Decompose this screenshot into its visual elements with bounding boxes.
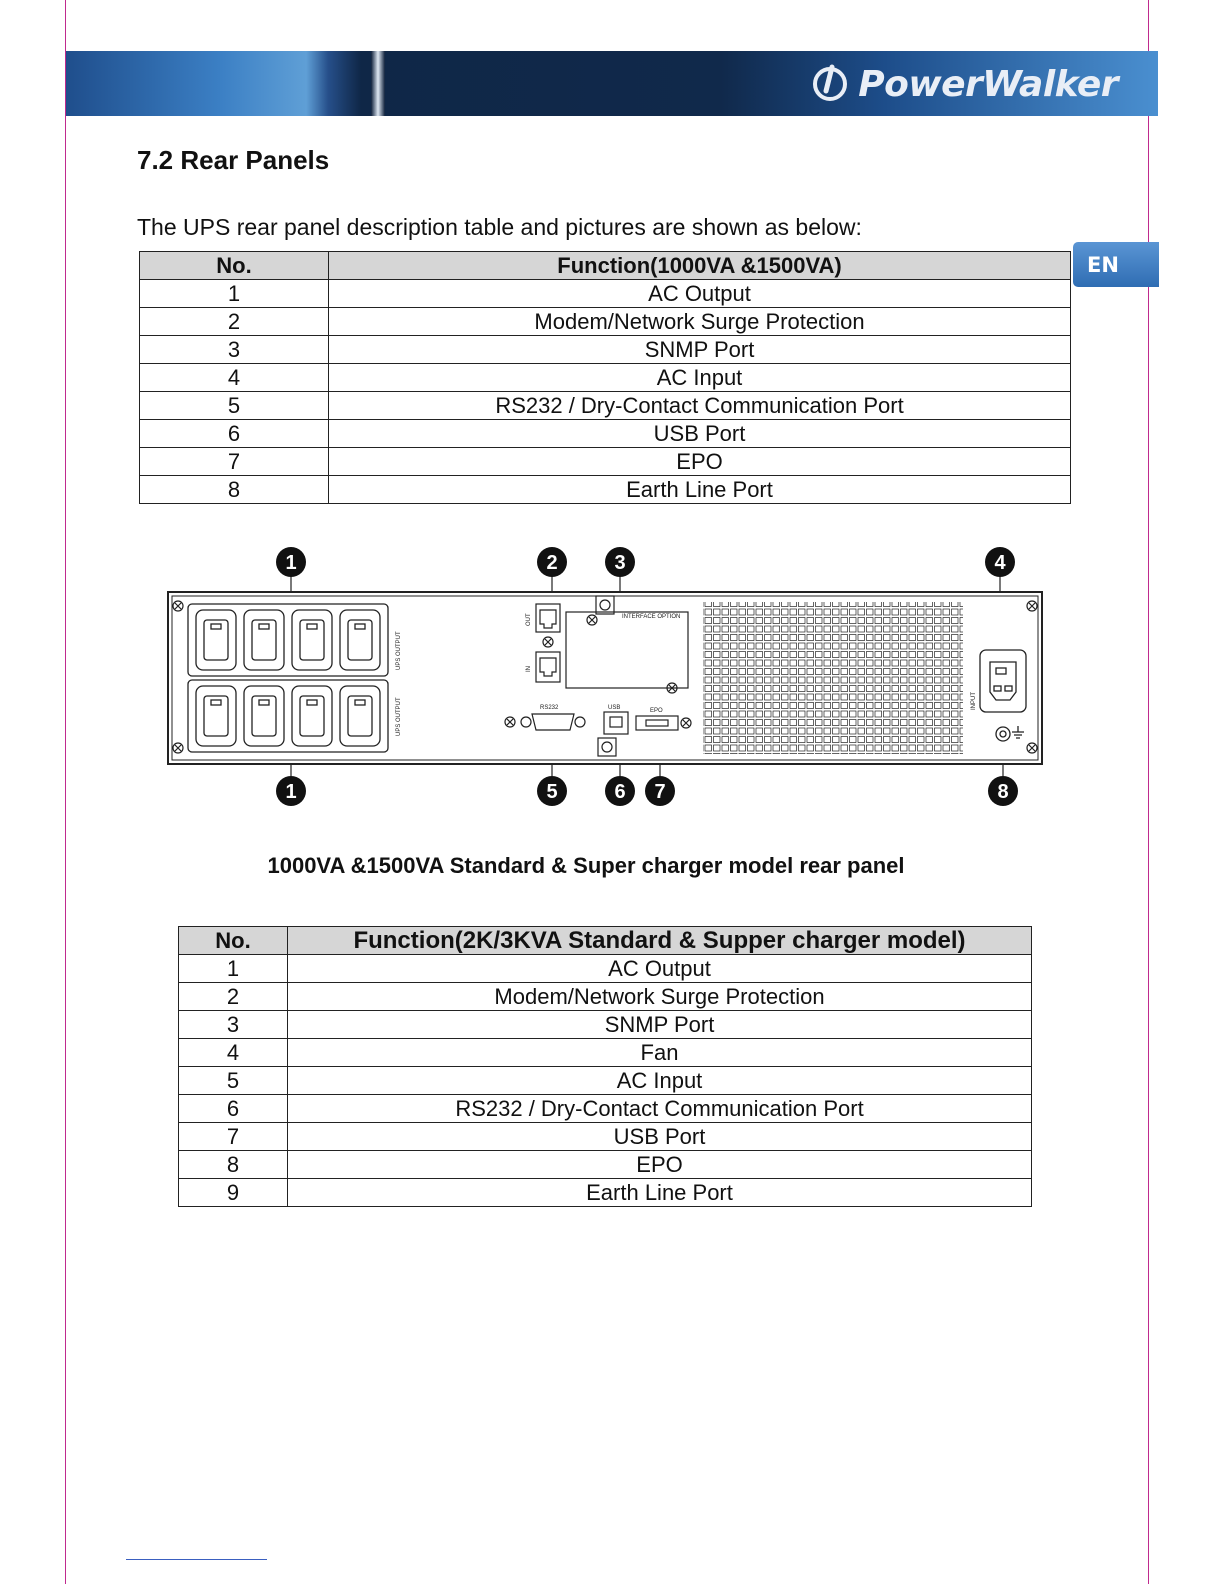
ups-output-label-bottom: UPS OUTPUT — [396, 697, 402, 736]
ac-input-label: INPUT — [971, 692, 977, 710]
rear-panel-table-2k-3kva — [178, 926, 1032, 1207]
network-out-label: OUT — [526, 613, 532, 626]
section-title: 7.2 Rear Panels — [137, 145, 330, 175]
power-logo-icon — [810, 64, 850, 104]
row-function: SNMP Port — [288, 1011, 1032, 1039]
usb-label: USB — [608, 705, 621, 711]
row-number: 1 — [179, 955, 288, 983]
row-number: 5 — [140, 392, 329, 420]
svg-text:8: 8 — [997, 781, 1009, 803]
svg-text:5: 5 — [546, 781, 558, 803]
svg-text:1: 1 — [285, 552, 297, 574]
table-row — [140, 280, 1071, 308]
table-row — [140, 448, 1071, 476]
table-header-row — [179, 927, 1032, 955]
callout-7 — [645, 776, 675, 806]
footer-rule — [126, 1559, 267, 1560]
row-function: Modem/Network Surge Protection — [288, 983, 1032, 1011]
brand-logo — [810, 61, 1118, 107]
row-number: 7 — [140, 448, 329, 476]
callout-1-bottom — [276, 776, 306, 806]
table-row — [179, 1067, 1032, 1095]
row-number: 6 — [179, 1095, 288, 1123]
column-header-function: Function(2K/3KVA Standard & Supper charger model) — [288, 927, 1032, 955]
ventilation-grid — [703, 602, 963, 754]
row-function: RS232 / Dry-Contact Communication Port — [288, 1095, 1032, 1123]
row-function: EPO — [288, 1151, 1032, 1179]
table-row — [140, 308, 1071, 336]
column-header-no: No. — [140, 252, 329, 280]
epo-label: EPO — [650, 708, 663, 714]
table-row — [140, 392, 1071, 420]
table-row — [140, 336, 1071, 364]
callout-8 — [988, 776, 1018, 806]
callout-6 — [605, 776, 635, 806]
row-function: SNMP Port — [329, 336, 1071, 364]
rear-panel-diagram — [160, 540, 1050, 820]
diagram-caption: 1000VA &1500VA Standard & Super charger model rear panel — [267, 853, 905, 878]
banner-notch — [371, 51, 385, 116]
intro-text: The UPS rear panel description table and pictures are shown as below: — [137, 214, 862, 240]
right-margin-line — [1148, 0, 1149, 1584]
row-function: AC Output — [288, 955, 1032, 983]
row-function: Earth Line Port — [288, 1179, 1032, 1207]
row-function: Modem/Network Surge Protection — [329, 308, 1071, 336]
row-number: 1 — [140, 280, 329, 308]
row-function: AC Input — [288, 1067, 1032, 1095]
row-number: 2 — [179, 983, 288, 1011]
row-function: Fan — [288, 1039, 1032, 1067]
callout-2 — [537, 547, 567, 577]
row-function: EPO — [329, 448, 1071, 476]
row-number: 4 — [140, 364, 329, 392]
row-number: 8 — [140, 476, 329, 504]
row-function: USB Port — [329, 420, 1071, 448]
table-row — [179, 1039, 1032, 1067]
ups-output-label-top: UPS OUTPUT — [396, 631, 402, 670]
table-row — [140, 420, 1071, 448]
row-function: Earth Line Port — [329, 476, 1071, 504]
rs232-label: RS232 — [540, 705, 559, 711]
row-number: 8 — [179, 1151, 288, 1179]
row-number: 7 — [179, 1123, 288, 1151]
row-function: RS232 / Dry-Contact Communication Port — [329, 392, 1071, 420]
table-row — [140, 364, 1071, 392]
header-banner — [66, 51, 1158, 116]
network-in-label: IN — [526, 666, 532, 672]
callout-4 — [985, 547, 1015, 577]
table-row — [179, 1179, 1032, 1207]
row-function: USB Port — [288, 1123, 1032, 1151]
table-row — [179, 955, 1032, 983]
table-row — [179, 1151, 1032, 1179]
svg-text:2: 2 — [546, 552, 558, 574]
svg-text:3: 3 — [614, 552, 626, 574]
table-header-row — [140, 252, 1071, 280]
callout-1-top — [276, 547, 306, 577]
rear-panel-table-1000-1500va — [139, 251, 1071, 504]
row-number: 6 — [140, 420, 329, 448]
row-number: 2 — [140, 308, 329, 336]
column-header-no: No. — [179, 927, 288, 955]
row-function: AC Input — [329, 364, 1071, 392]
row-number: 4 — [179, 1039, 288, 1067]
brand-name: PowerWalker — [858, 63, 1118, 105]
interface-option-label: INTERFACE OPTION — [622, 614, 681, 620]
language-tab-label: EN — [1087, 252, 1119, 277]
language-tab[interactable] — [1073, 242, 1159, 287]
table-row — [179, 1123, 1032, 1151]
table-row — [179, 1095, 1032, 1123]
row-number: 3 — [140, 336, 329, 364]
row-number: 3 — [179, 1011, 288, 1039]
svg-text:4: 4 — [994, 552, 1006, 574]
left-margin-line — [65, 0, 66, 1584]
callout-5 — [537, 776, 567, 806]
svg-text:1: 1 — [285, 781, 297, 803]
row-number: 9 — [179, 1179, 288, 1207]
row-function: AC Output — [329, 280, 1071, 308]
svg-text:6: 6 — [614, 781, 626, 803]
callout-3 — [605, 547, 635, 577]
svg-text:7: 7 — [654, 781, 666, 803]
column-header-function: Function(1000VA &1500VA) — [329, 252, 1071, 280]
table-row — [179, 1011, 1032, 1039]
table-row — [179, 983, 1032, 1011]
table-row — [140, 476, 1071, 504]
row-number: 5 — [179, 1067, 288, 1095]
